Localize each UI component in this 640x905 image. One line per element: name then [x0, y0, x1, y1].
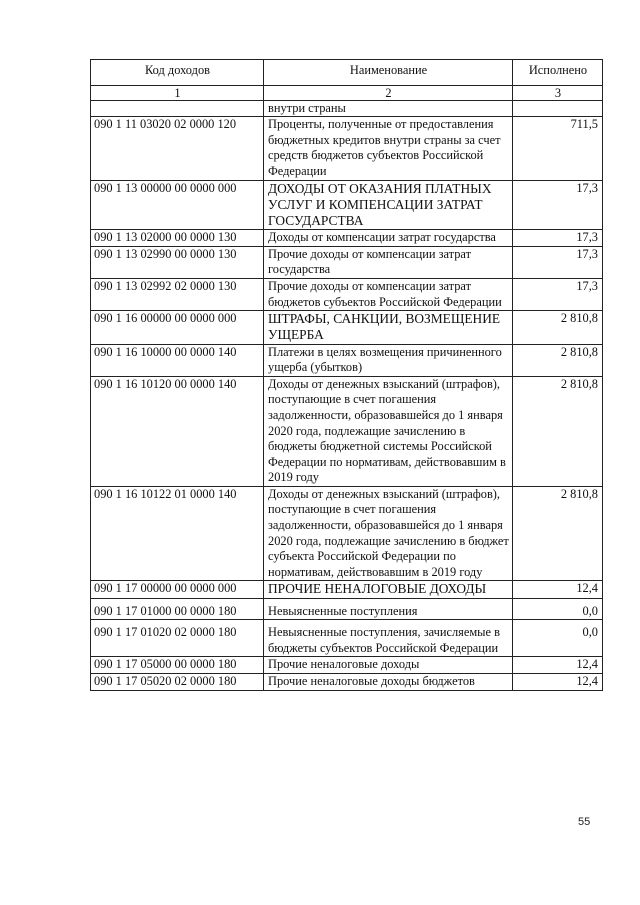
row-code: 090 1 16 10000 00 0000 140 — [91, 344, 264, 376]
row-code: 090 1 17 01020 02 0000 180 — [91, 620, 264, 657]
row-code: 090 1 17 05000 00 0000 180 — [91, 657, 264, 674]
table-row — [91, 278, 603, 310]
table-row — [91, 376, 603, 486]
row-code: 090 1 17 01000 00 0000 180 — [91, 598, 264, 620]
table-row — [91, 674, 603, 691]
table-row — [91, 657, 603, 674]
table-row — [91, 486, 603, 581]
row-value: 2 810,8 — [513, 311, 603, 344]
table-row — [91, 230, 603, 247]
table-row — [91, 344, 603, 376]
row-name: Прочие доходы от компенсации затрат государства — [264, 246, 513, 278]
row-value: 2 810,8 — [513, 344, 603, 376]
row-name: Платежи в целях возмещения причиненного ущерба (убытков) — [264, 344, 513, 376]
row-code: 090 1 16 00000 00 0000 000 — [91, 311, 264, 344]
column-number: 2 — [264, 85, 513, 100]
row-code — [91, 100, 264, 117]
row-code: 090 1 16 10120 00 0000 140 — [91, 376, 264, 486]
row-name: Доходы от денежных взысканий (штрафов), поступающие в счет погашения задолженности, образовавшейся до 1 января 2020 года, подлежащие зачислению в бюджет субъекта Российской Федерации по нормативам, действовавшим в 2019 году — [264, 486, 513, 581]
row-name: Прочие неналоговые доходы бюджетов — [264, 674, 513, 691]
header-name: Наименование — [264, 60, 513, 86]
row-value: 12,4 — [513, 674, 603, 691]
table-row — [91, 581, 603, 598]
document-page — [90, 59, 602, 691]
row-value: 12,4 — [513, 657, 603, 674]
row-name: Прочие неналоговые доходы — [264, 657, 513, 674]
row-name: Проценты, полученные от предоставления бюджетных кредитов внутри страны за счет средств бюджетов субъектов Российской Федерации — [264, 117, 513, 180]
row-code: 090 1 13 00000 00 0000 000 — [91, 180, 264, 230]
row-code: 090 1 17 05020 02 0000 180 — [91, 674, 264, 691]
row-name: Доходы от компенсации затрат государства — [264, 230, 513, 247]
header-executed: Исполнено — [513, 60, 603, 86]
table-row — [91, 180, 603, 230]
row-value: 0,0 — [513, 620, 603, 657]
row-value: 2 810,8 — [513, 486, 603, 581]
row-code: 090 1 16 10122 01 0000 140 — [91, 486, 264, 581]
table-row — [91, 246, 603, 278]
row-value: 12,4 — [513, 581, 603, 598]
table-header-row — [91, 60, 603, 86]
column-number: 3 — [513, 85, 603, 100]
row-code: 090 1 11 03020 02 0000 120 — [91, 117, 264, 180]
revenue-table — [90, 59, 603, 691]
row-code: 090 1 13 02000 00 0000 130 — [91, 230, 264, 247]
row-name: Невыясненные поступления — [264, 598, 513, 620]
row-name: ДОХОДЫ ОТ ОКАЗАНИЯ ПЛАТНЫХ УСЛУГ И КОМПЕНСАЦИИ ЗАТРАТ ГОСУДАРСТВА — [264, 180, 513, 230]
row-value: 711,5 — [513, 117, 603, 180]
table-row — [91, 100, 603, 117]
row-value: 17,3 — [513, 278, 603, 310]
row-name: Прочие доходы от компенсации затрат бюджетов субъектов Российской Федерации — [264, 278, 513, 310]
row-value: 2 810,8 — [513, 376, 603, 486]
header-code: Код доходов — [91, 60, 264, 86]
page-number: 55 — [578, 816, 591, 828]
row-value — [513, 100, 603, 117]
table-row — [91, 311, 603, 344]
row-name: внутри страны — [264, 100, 513, 117]
row-value: 17,3 — [513, 230, 603, 247]
row-code: 090 1 17 00000 00 0000 000 — [91, 581, 264, 598]
column-number: 1 — [91, 85, 264, 100]
table-row — [91, 117, 603, 180]
row-name: Невыясненные поступления, зачисляемые в бюджеты субъектов Российской Федерации — [264, 620, 513, 657]
row-value: 17,3 — [513, 246, 603, 278]
row-value: 0,0 — [513, 598, 603, 620]
row-value: 17,3 — [513, 180, 603, 230]
row-code: 090 1 13 02992 02 0000 130 — [91, 278, 264, 310]
table-row — [91, 598, 603, 620]
row-name: Доходы от денежных взысканий (штрафов), поступающие в счет погашения задолженности, образовавшейся до 1 января 2020 года, подлежащие зачислению в бюджеты бюджетной системы Российской Федерации по нормативам, действовавшим в 2019 году — [264, 376, 513, 486]
column-number-row — [91, 85, 603, 100]
row-name: ПРОЧИЕ НЕНАЛОГОВЫЕ ДОХОДЫ — [264, 581, 513, 598]
row-code: 090 1 13 02990 00 0000 130 — [91, 246, 264, 278]
row-name: ШТРАФЫ, САНКЦИИ, ВОЗМЕЩЕНИЕ УЩЕРБА — [264, 311, 513, 344]
table-row — [91, 620, 603, 657]
